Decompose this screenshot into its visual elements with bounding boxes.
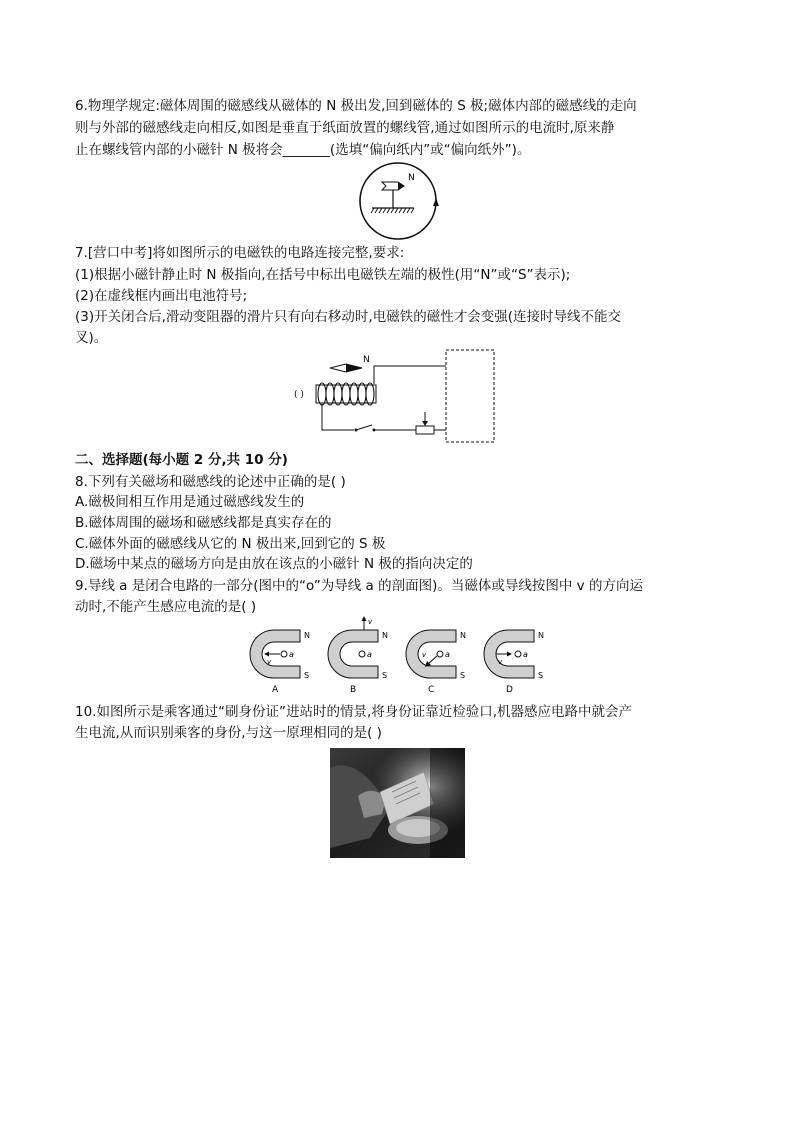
q9-d-n-label: N xyxy=(538,631,544,640)
q9-figure-a xyxy=(250,630,310,695)
q10-line-2: 生电流,从而识别乘客的身份,与这一原理相同的是( ) xyxy=(75,725,382,741)
q9-a-n-label: N xyxy=(304,631,310,640)
q7-polarity-blank: ( ) xyxy=(294,390,304,400)
q9-d-s-label: S xyxy=(538,671,544,680)
q9-magnet-figures xyxy=(240,616,560,698)
q6-line-3: 止在螺线管内部的小磁针 N 极将会_______(选填“偏向纸内”或“偏向纸外”)。 xyxy=(75,142,531,158)
q9-c-s-label: S xyxy=(460,671,466,680)
q8-option-a: A.磁极间相互作用是通过磁感线发生的 xyxy=(75,494,305,510)
q6-line-1: 6.物理学规定:磁体周围的磁感线从磁体的 N 极出发,回到磁体的 S 极;磁体内部的磁感线的走向 xyxy=(75,98,637,114)
q9-b-n-label: N xyxy=(382,631,388,640)
q9-b-wire-label: a xyxy=(367,650,372,659)
q9-c-wire-label: a xyxy=(445,650,450,659)
q9-c-n-label: N xyxy=(460,631,466,640)
q6-fig-n-label: N xyxy=(408,173,415,183)
q9-b-letter: B xyxy=(350,685,357,695)
q9-line-1: 9.导线 a 是闭合电路的一部分(图中的“o”为导线 a 的剖面图)。当磁体或导线按图中 v 的方向运 xyxy=(75,578,643,594)
q9-d-v-label: v xyxy=(498,658,503,666)
q7-line-2: (1)根据小磁针静止时 N 极指向,在括号中标出电磁铁左端的极性(用“N”或“S”表示); xyxy=(75,267,571,283)
q9-a-letter: A xyxy=(272,685,279,695)
q9-a-v-label: v xyxy=(267,658,272,666)
q8-stem: 8.下列有关磁场和磁感线的论述中正确的是( ) xyxy=(75,474,346,490)
q9-line-2: 动时,不能产生感应电流的是( ) xyxy=(75,599,257,615)
q8-option-c: C.磁体外面的磁感线从它的 N 极出来,回到它的 S 极 xyxy=(75,536,386,552)
q7-line-5: 叉)。 xyxy=(75,330,108,346)
q7-line-1: 7.[营口中考]将如图所示的电磁铁的电路连接完整,要求: xyxy=(75,245,405,261)
q9-d-letter: D xyxy=(506,685,513,695)
section-2-title: 二、选择题(每小题 2 分,共 10 分) xyxy=(75,452,288,468)
q7-line-3: (2)在虚线框内画出电池符号; xyxy=(75,288,248,304)
q9-c-letter: C xyxy=(428,685,435,695)
q9-a-wire-label: a xyxy=(289,650,294,659)
q7-electromagnet-circuit xyxy=(290,348,500,444)
id-card-photo xyxy=(330,748,465,858)
q7-fig-n-label: N xyxy=(363,355,370,365)
q9-a-s-label: S xyxy=(304,671,310,680)
q10-line-1: 10.如图所示是乘客通过“刷身份证”进站时的情景,将身份证靠近检验口,机器感应电路中就会产 xyxy=(75,704,633,720)
q8-option-b: B.磁体周围的磁场和磁感线都是真实存在的 xyxy=(75,515,332,531)
q9-b-s-label: S xyxy=(382,671,388,680)
q9-d-wire-label: a xyxy=(523,650,528,659)
q8-option-d: D.磁场中某点的磁场方向是由放在该点的小磁针 N 极的指向决定的 xyxy=(75,556,473,572)
q9-b-v-label: v xyxy=(368,618,373,626)
q6-solenoid-figure xyxy=(352,160,444,242)
q9-figure-d xyxy=(484,630,544,695)
q9-figure-b xyxy=(328,616,388,695)
q6-line-2: 则与外部的磁感线走向相反,如图是垂直于纸面放置的螺线管,通过如图所示的电流时,原来静 xyxy=(75,120,615,136)
q9-figure-c xyxy=(406,630,466,695)
q9-c-v-label: v xyxy=(422,651,427,659)
q7-line-4: (3)开关闭合后,滑动变阻器的滑片只有向右移动时,电磁铁的磁性才会变强(连接时导线不能交 xyxy=(75,309,621,325)
